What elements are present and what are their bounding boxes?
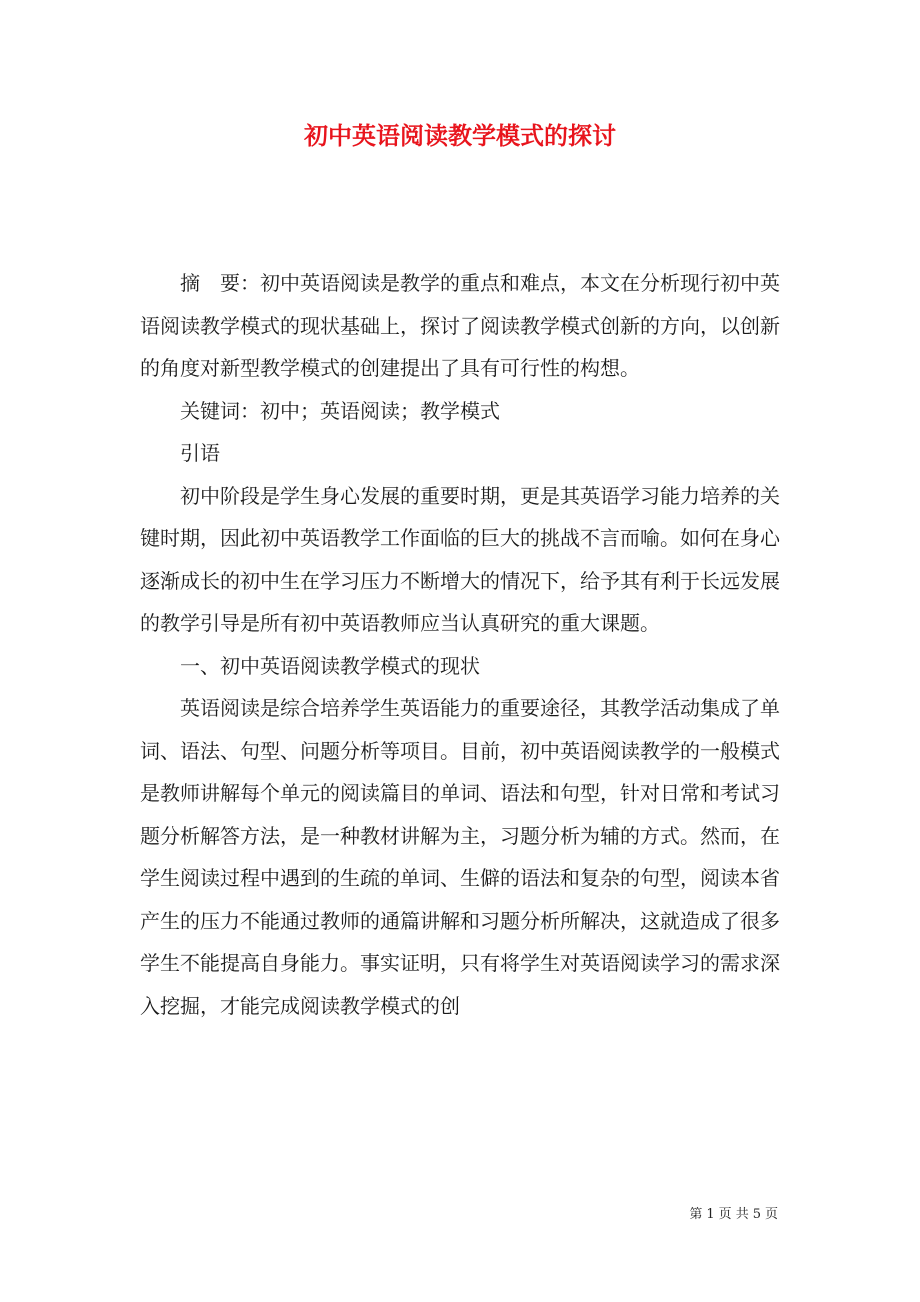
- section-paragraph: 英语阅读是综合培养学生英语能力的重要途径，其教学活动集成了单词、语法、句型、问题分析等项目。目前，初中英语阅读教学的一般模式是教师讲解每个单元的阅读篇目的单词、语法和句型，针对日常和考试习题分析解答方法，是一种教材讲解为主，习题分析为辅的方式。然而，在学生阅读过程中遇到的生疏的单词、生僻的语法和复杂的句型，阅读本省产生的压力不能通过教师的通篇讲解和习题分析所解决，这就造成了很多学生不能提高自身能力。事实证明，只有将学生对英语阅读学习的需求深入挖掘，才能完成阅读教学模式的创: [140, 696, 780, 1018]
- footer-di: 第: [689, 1207, 703, 1222]
- abstract-paragraph: 摘 要：初中英语阅读是教学的重点和难点，本文在分析现行初中英语阅读教学模式的现状基础上，探讨了阅读教学模式创新的方向，以创新的角度对新型教学模式的创建提出了具有可行性的构想。: [140, 271, 780, 380]
- section-heading: 一、初中英语阅读教学模式的现状: [180, 653, 480, 678]
- footer-ye-end: 页: [764, 1207, 778, 1222]
- footer-total-pages: 5: [752, 1207, 761, 1222]
- footer-page-number: 1: [706, 1207, 715, 1222]
- footer-gong: 共: [735, 1207, 749, 1222]
- intro-heading: 引语: [180, 441, 220, 465]
- page-footer: [687, 1205, 780, 1225]
- page-title: 初中英语阅读教学模式的探讨: [304, 121, 616, 150]
- keywords-paragraph: 关键词：初中；英语阅读；教学模式: [180, 398, 500, 423]
- intro-paragraph: 初中阶段是学生身心发展的重要时期，更是其英语学习能力培养的关键时期，因此初中英语教学工作面临的巨大的挑战不言而喻。如何在身心逐渐成长的初中生在学习压力不断增大的情况下，给予其有利于长远发展的教学引导是所有初中英语教师应当认真研究的重大课题。: [140, 483, 780, 635]
- document-body: [140, 262, 780, 1027]
- footer-ye: 页: [718, 1207, 732, 1222]
